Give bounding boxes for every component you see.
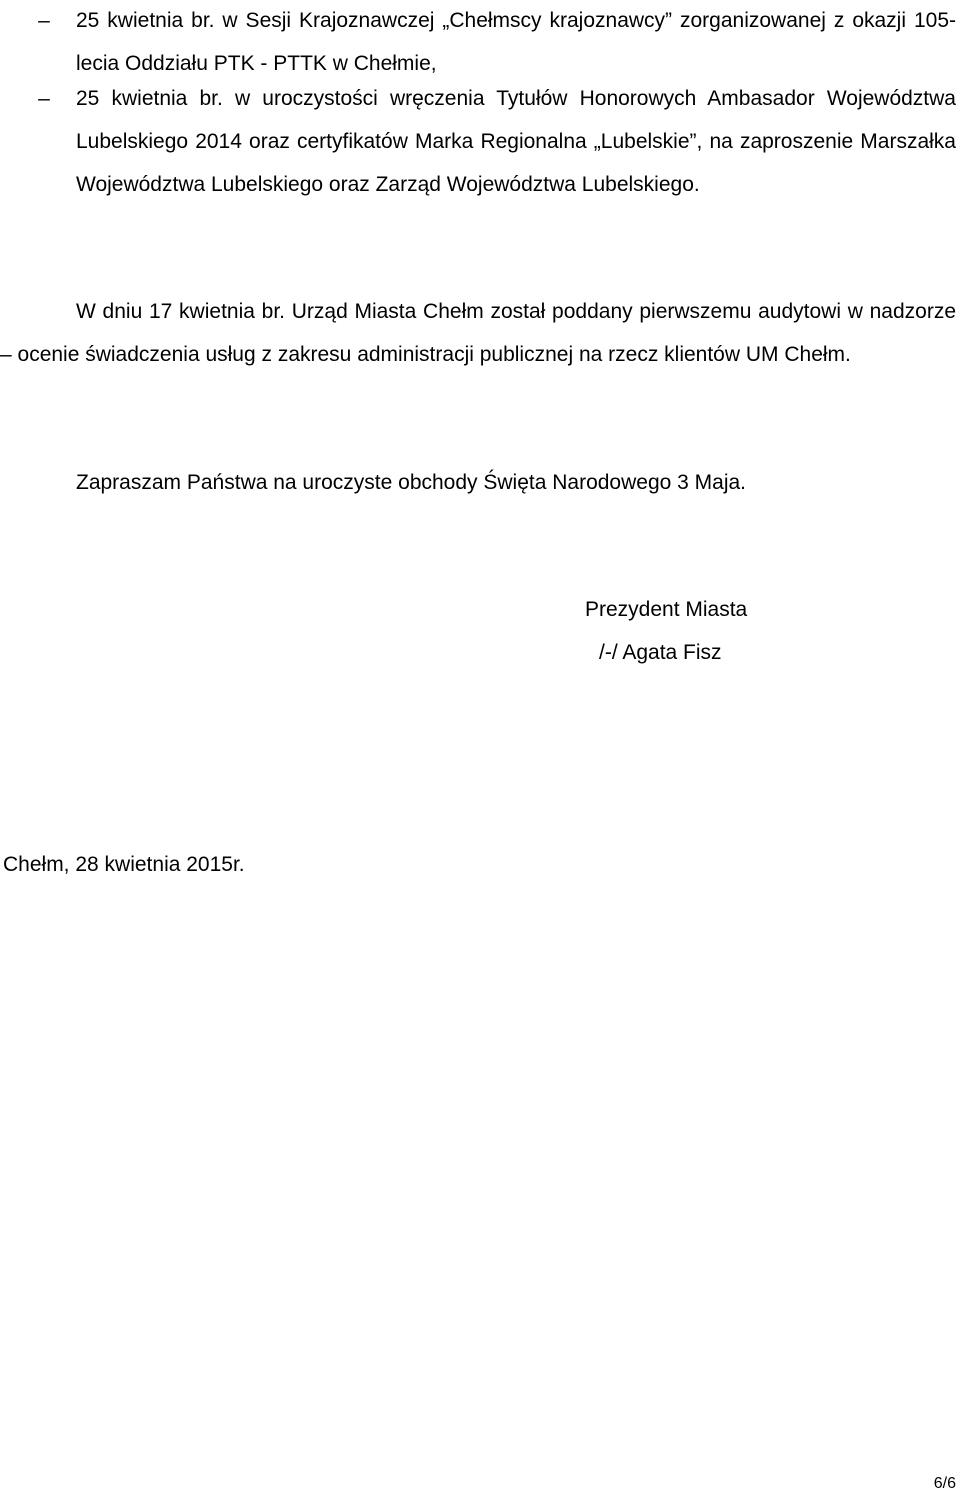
audit-paragraph: W dniu 17 kwietnia br. Urząd Miasta Chełm został poddany pierwszemu audytowi w nadzorze – ocenie świadczenia usług z zakresu administracji publicznej na rzecz klientów UM Chełm. bbox=[0, 300, 956, 366]
list-item bbox=[0, 0, 960, 85]
signature-title: Prezydent Miasta bbox=[585, 598, 748, 621]
place-and-date: Chełm, 28 kwietnia 2015r. bbox=[3, 853, 245, 876]
signature-name: /-/ Agata Fisz bbox=[599, 641, 722, 664]
dash-bullet-marker: – bbox=[38, 87, 50, 110]
page-number: 6/6 bbox=[933, 1475, 956, 1492]
list-item bbox=[0, 77, 960, 206]
list-item-text: 25 kwietnia br. w Sesji Krajoznawczej „Chełmscy krajoznawcy” zorganizowanej z okazji 105-lecia Oddziału PTK - PTTK w Chełmie, bbox=[76, 9, 956, 75]
invitation-paragraph: Zapraszam Państwa na uroczyste obchody Święta Narodowego 3 Maja. bbox=[76, 471, 747, 494]
dash-bullet-marker: – bbox=[38, 9, 50, 32]
list-item-text: 25 kwietnia br. w uroczystości wręczenia Tytułów Honorowych Ambasador Województwa Lubelskiego 2014 oraz certyfikatów Marka Regionalna „Lubelskie”, na zaproszenie Marszałka Województwa Lubelskiego oraz Zarząd Województwa Lubelskiego. bbox=[76, 87, 956, 196]
